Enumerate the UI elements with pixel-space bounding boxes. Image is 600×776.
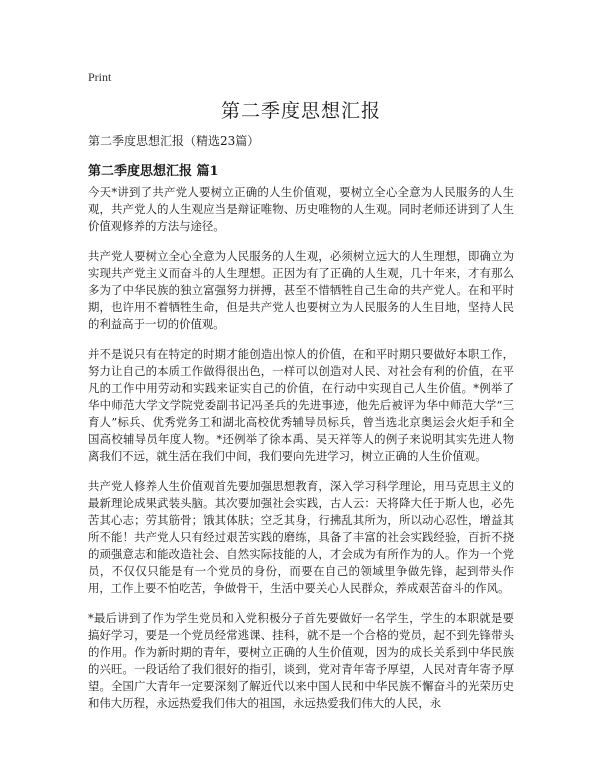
page-title: 第二季度思想汇报 bbox=[220, 100, 381, 122]
paragraph-5: *最后讲到了作为学生党员和入党积极分子首先要做好一名学生，学生的本职就是要搞好学习，要是一个党员经常逃课、挂科，就不是一个合格的党员，起不到先锋带头的作用。作为新时期的青年，要树立正确的人生价值观，因为的成长关系到中华民族的兴旺。一段话给了我们很好的指引，谈到，党对青年寄予厚望，人民对青年寄予厚望。全国广大青年一定要深刻了解近代以来中国人民和中华民族不懈奋斗的光荣历史和伟大历程，永远热爱我们伟大的祖国，永远热爱我们伟大的人民，永 bbox=[88, 611, 514, 710]
paragraph-2: 共产党人要树立全心全意为人民服务的人生观，必须树立远大的人生理想，即确立为实现共产党主义而奋斗的人生理想。正因为有了正确的人生观，几十年来，才有那么多为了中华民族的独立富强努力拼搏，甚至不惜牺牲自己生命的共产党人。在和平时期，也许用不着牺牲生命，但是共产党人也要树立为人民服务的人生目地，坚持人民的利益高于一切的价值观。 bbox=[88, 249, 514, 331]
paragraph-1: 今天*讲到了共产党人要树立正确的人生价值观，要树立全心全意为人民服务的人生观，共产党人的人生观应当是辩证唯物、历史唯物的人生观。同时老师还讲到了人生价值观修养的方法与途径。 bbox=[88, 185, 514, 233]
document-body bbox=[88, 184, 514, 725]
section-heading: 第二季度思想汇报 篇1 bbox=[88, 164, 219, 179]
document-subtitle: 第二季度思想汇报（精选23篇） bbox=[88, 134, 260, 148]
paragraph-3: 并不是说只有在特定的时期才能创造出惊人的价值，在和平时期只要做好本职工作，努力让自己的本质工作做得很出色，一样可以创造对人民、对社会有利的价值，在平凡的工作中用劳动和实践来证实自己的价值，在行动中实现自己人生价值。*例举了华中师范大学文学院党委副书记冯圣兵的先进事迹，他先后被评为华中师范大学“三育人”标兵、优秀党务工和湖北高校优秀辅导员标兵，曾当选北京奥运会火炬手和全国高校辅导员年度人物。*还例举了徐本禹、吴天祥等人的例子来说明其实先进人物离我们不远，就生活在我们中间，我们要向先进学习，树立正确的人生价值观。 bbox=[88, 347, 514, 463]
print-label: Print bbox=[88, 70, 112, 84]
paragraph-4: 共产党人修养人生价值观首先要加强思想教育，深入学习科学理论，用马克思主义的最新理论成果武装头脑。其次要加强社会实践，古人云：天将降大任于斯人也，必先苦其心志；劳其筋骨；饿其体肤；空乏其身，行拂乱其所为，所以动心忍性，增益其所不能！共产党人只有经过艰苦实践的磨练，具备了丰富的社会实践经验，百折不挠的顽强意志和能改造社会、自然实际技能的人，才会成为有所作为的人。作为一个党员，不仅仅只能是有一个党员的身份，而要在自己的领域里争做先锋，起到带头作用，工作上要不怕吃苦，争做骨干，生活中要关心人民群众，养成艰苦奋斗的作风。 bbox=[88, 479, 514, 595]
